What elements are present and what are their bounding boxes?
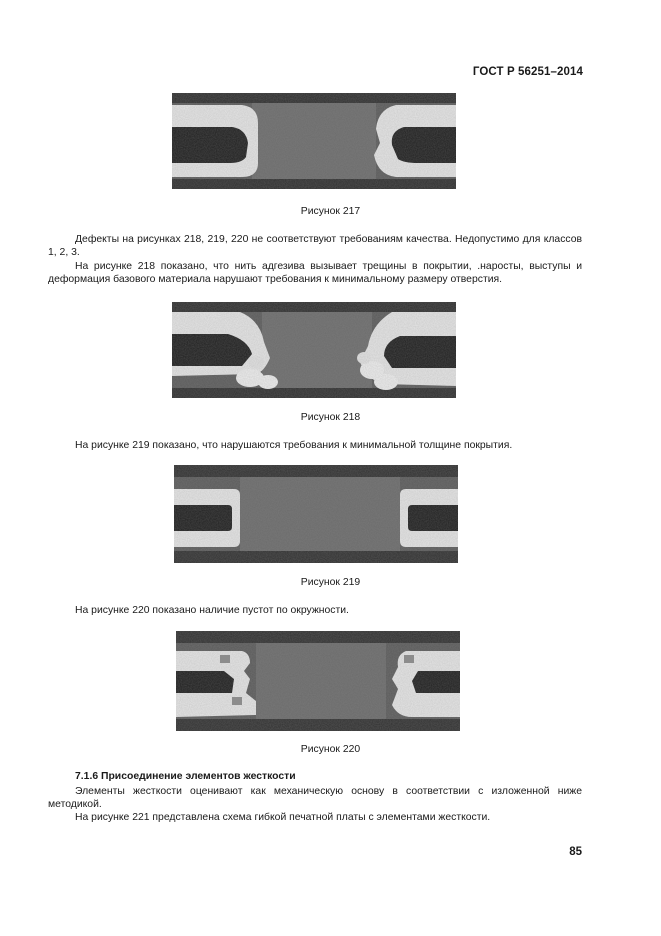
figure-219-image bbox=[174, 465, 458, 563]
figure-220-caption: Рисунок 220 bbox=[300, 744, 361, 755]
paragraph-figure-221-reference: На рисунке 221 представлена схема гибкой печатной платы с элементами жесткости. bbox=[75, 812, 491, 823]
paragraph-figure-218-description: На рисунке 218 показано, что нить адгезива вызывает трещины в покрытии, .наросты, выступы и деформация базового материала нарушают требования к минимальному размеру отверстия. bbox=[48, 261, 582, 285]
figure-217-caption: Рисунок 217 bbox=[300, 206, 361, 217]
paragraph-stiffeners-method: Элементы жесткости оценивают как механическую основу в соответствии с изложенной ниже методикой. bbox=[48, 786, 582, 810]
section-title-7-1-6: 7.1.6 Присоединение элементов жесткости bbox=[75, 771, 296, 782]
figure-219-caption: Рисунок 219 bbox=[300, 577, 361, 588]
figure-217-image bbox=[172, 93, 456, 189]
page-number: 85 bbox=[569, 846, 582, 858]
figure-218-caption: Рисунок 218 bbox=[300, 412, 361, 423]
paragraph-figure-219-description: На рисунке 219 показано, что нарушаются требования к минимальной толщине покрытия. bbox=[75, 440, 513, 451]
figure-220-image bbox=[176, 631, 460, 731]
paragraph-figure-220-description: На рисунке 220 показано наличие пустот по окружности. bbox=[75, 605, 349, 616]
document-header: ГОСТ Р 56251–2014 bbox=[472, 66, 583, 78]
figure-218-image bbox=[172, 302, 456, 398]
paragraph-defects-classes: Дефекты на рисунках 218, 219, 220 не соответствуют требованиям качества. Недопустимо для классов 1, 2, 3. bbox=[48, 234, 582, 258]
